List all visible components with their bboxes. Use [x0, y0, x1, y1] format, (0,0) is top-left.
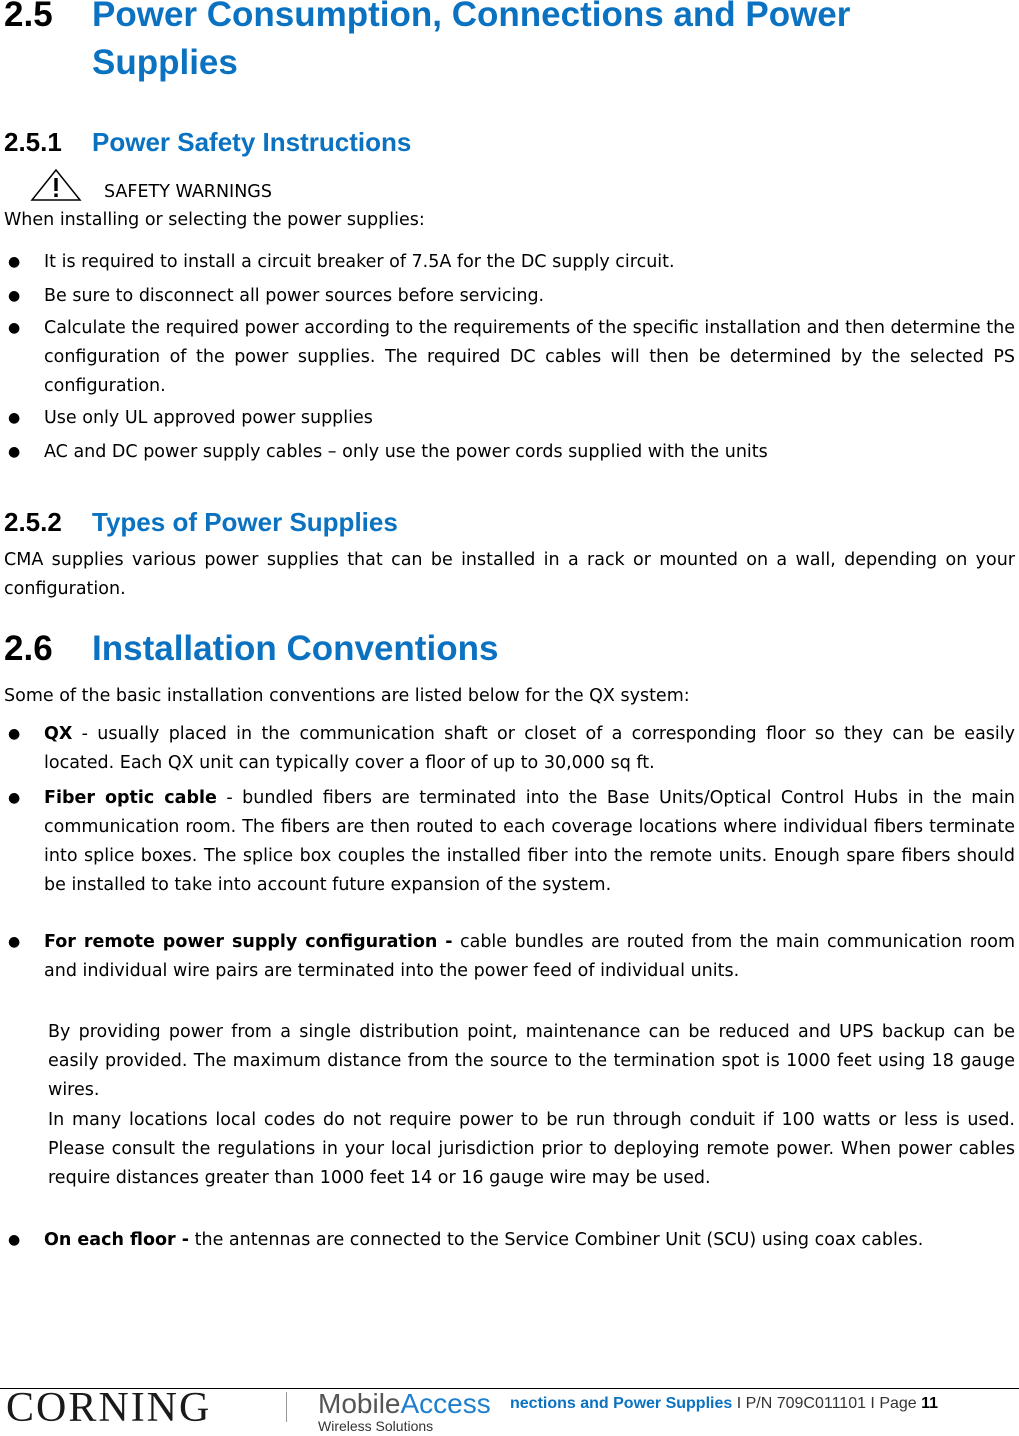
- logo-part-1: Mobile: [318, 1388, 401, 1419]
- section-title-2-5-line1: Power Consumption, Connections and Power: [92, 0, 851, 34]
- bullet-icon: ●: [8, 320, 21, 336]
- section-title-2-5-2: Types of Power Supplies: [92, 507, 398, 537]
- footer-text: [510, 1395, 938, 1413]
- bullet-icon: ●: [8, 726, 21, 742]
- convention-term: Fiber optic cable: [44, 788, 217, 808]
- footer-part-number: I P/N 709C011101 I Page: [732, 1395, 922, 1412]
- types-paragraph: CMA supplies various power supplies that can be installed in a rack or mounted on a wall, depending on your configuration.: [4, 550, 1015, 599]
- convention-text: [44, 784, 1015, 900]
- list-item-text: AC and DC power supply cables – only use the power cords supplied with the units: [44, 442, 768, 462]
- convention-text: [44, 1226, 1015, 1255]
- convention-desc: cable bundles are routed from the main communication room and individual wire pairs are terminated into the power feed of individual units.: [44, 932, 1015, 981]
- convention-desc: the antennas are connected to the Service Combiner Unit (SCU) using coax cables.: [189, 1230, 924, 1250]
- mobileaccess-logo: [318, 1388, 491, 1420]
- list-item-text: Be sure to disconnect all power sources before servicing.: [44, 286, 545, 306]
- section-title-2-6: Installation Conventions: [92, 629, 499, 668]
- corning-logo: CORNING: [6, 1385, 212, 1431]
- section-title-2-5-line2: Supplies: [92, 43, 238, 82]
- safety-intro: When installing or selecting the power supplies:: [4, 210, 425, 230]
- safety-warnings-label: SAFETY WARNINGS: [104, 182, 272, 202]
- section-number-2-5-1: 2.5.1: [4, 127, 62, 157]
- convention-text: [44, 720, 1015, 778]
- bullet-icon: ●: [8, 254, 21, 270]
- bullet-icon: ●: [8, 444, 21, 460]
- list-item-text: Use only UL approved power supplies: [44, 408, 373, 428]
- bullet-icon: ●: [8, 790, 21, 806]
- section-number-2-5: 2.5: [4, 0, 53, 34]
- convention-term: On each floor -: [44, 1230, 190, 1250]
- mobileaccess-tagline: Wireless Solutions: [318, 1418, 434, 1434]
- convention-desc: - bundled fibers are terminated into the Base Units/Optical Control Hubs in the main communication room. The fibers are then routed to each coverage locations where individual fibers terminate into splice boxes. The splice box couples the installed fiber into the remote units. Enough spare fibers should be installed to take into account future expansion of the system.: [44, 788, 1015, 895]
- footer-divider: [286, 1392, 287, 1422]
- list-item-text: Calculate the required power according to the requirements of the specific installation and then determine the configuration of the power supplies. The required DC cables will then be determined by the selected PS configuration.: [44, 318, 1015, 396]
- warning-triangle-icon: [30, 168, 82, 202]
- bullet-icon: ●: [8, 934, 21, 950]
- convention-desc: - usually placed in the communication shaft or closet of a corresponding floor so they can be easily located. Each QX unit can typically cover a floor of up to 30,000 sq ft.: [44, 724, 1015, 773]
- bullet-icon: ●: [8, 1232, 21, 1248]
- remote-power-paragraph: In many locations local codes do not require power to be run through conduit if 100 watts or less is used. Please consult the regulations in your local jurisdiction prior to deploying remote power. When power cables require distances greater than 1000 feet 14 or 16 gauge wire may be used.: [48, 1110, 1015, 1188]
- section-number-2-5-2: 2.5.2: [4, 507, 62, 537]
- bullet-icon: ●: [8, 288, 21, 304]
- remote-power-paragraph: By providing power from a single distribution point, maintenance can be reduced and UPS backup can be easily provided. The maximum distance from the source to the termination spot is 1000 feet using 18 gauge wires.: [48, 1022, 1015, 1100]
- page-number: 11: [921, 1395, 939, 1412]
- section-title-2-5-1: Power Safety Instructions: [92, 127, 412, 157]
- bullet-icon: ●: [8, 410, 21, 426]
- logo-part-2: Access: [400, 1388, 491, 1419]
- convention-term: QX: [44, 724, 73, 744]
- conventions-intro: Some of the basic installation conventions are listed below for the QX system:: [4, 686, 690, 706]
- convention-term: For remote power supply configuration -: [44, 932, 453, 952]
- convention-text: [44, 928, 1015, 986]
- list-item-text: It is required to install a circuit breaker of 7.5A for the DC supply circuit.: [44, 252, 675, 272]
- footer-section-title: nections and Power Supplies: [510, 1395, 733, 1412]
- section-number-2-6: 2.6: [4, 629, 53, 668]
